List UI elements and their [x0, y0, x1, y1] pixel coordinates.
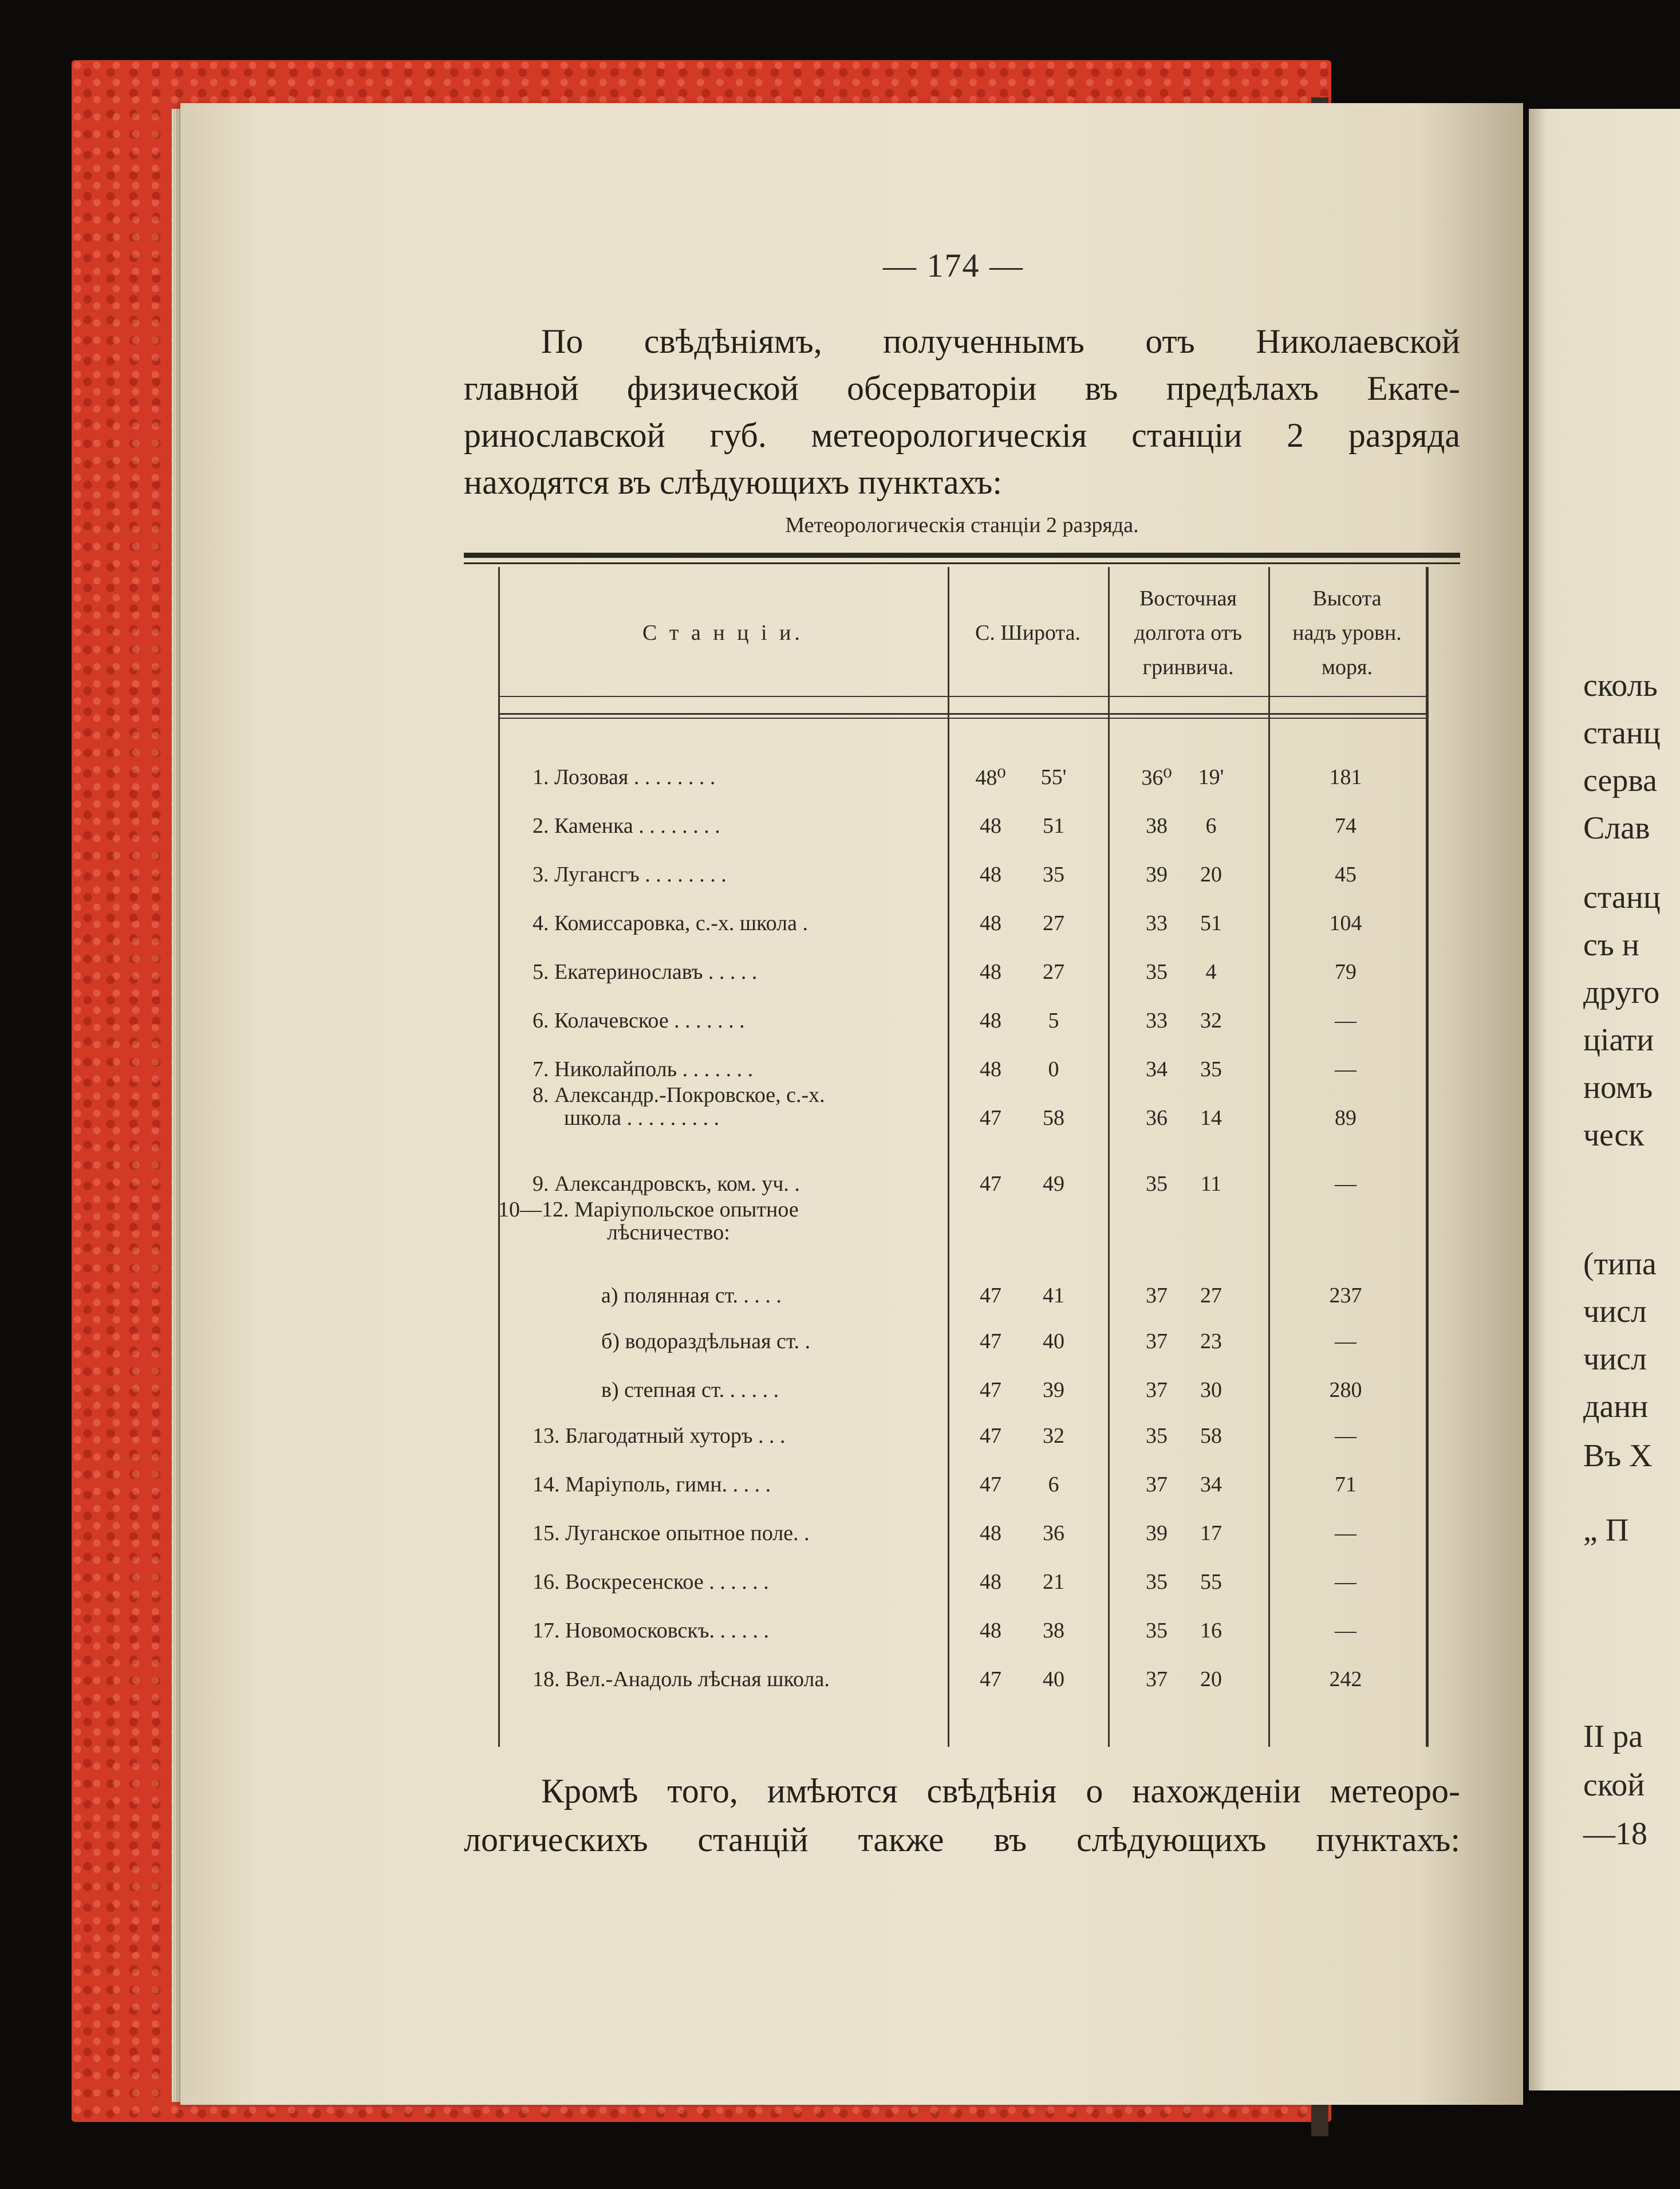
- latitude-minutes: 32: [1043, 1424, 1064, 1448]
- facing-fragment: станц: [1583, 880, 1661, 915]
- facing-page: [1529, 109, 1680, 2090]
- facing-fragment: числ: [1583, 1294, 1647, 1329]
- height-above-sea: 79: [1335, 960, 1356, 984]
- station-name: в) степная ст. . . . . .: [601, 1378, 779, 1402]
- intro-line: ринославской губ. метеорологическія станціи 2 разряда: [464, 416, 1460, 454]
- intro-line: находятся въ слѣдующихъ пунктахъ:: [464, 463, 1003, 501]
- longitude-degrees: 35: [1146, 1619, 1168, 1643]
- latitude-degrees: 47: [980, 1378, 1001, 1402]
- longitude-minutes: 17: [1200, 1521, 1222, 1545]
- latitude-minutes: 35: [1043, 863, 1064, 887]
- longitude-degrees: 37: [1146, 1329, 1168, 1353]
- latitude-minutes: 36: [1043, 1521, 1064, 1545]
- intro-paragraph: [464, 318, 1460, 506]
- header-longitude-2: долгота отъ: [1134, 621, 1243, 645]
- height-above-sea: —: [1335, 1329, 1356, 1353]
- longitude-degrees: 35: [1146, 1172, 1168, 1196]
- latitude-minutes: 40: [1043, 1667, 1064, 1691]
- station-name: 3. Лугансгъ . . . . . . . .: [533, 863, 727, 887]
- facing-fragment: Въ Х: [1583, 1438, 1653, 1474]
- facing-fragment: серва: [1583, 763, 1657, 798]
- longitude-degrees: 39: [1146, 1521, 1168, 1545]
- height-above-sea: 71: [1335, 1473, 1356, 1497]
- station-name: 9. Александровскъ, ком. уч. .: [533, 1172, 800, 1196]
- latitude-degrees: 48: [980, 1009, 1001, 1033]
- longitude-minutes: 27: [1200, 1284, 1222, 1308]
- longitude-minutes: 23: [1200, 1329, 1222, 1353]
- table-row: [464, 1618, 1460, 1664]
- longitude-minutes: 51: [1200, 911, 1222, 935]
- station-name-cont: школа . . . . . . . . .: [564, 1106, 720, 1130]
- latitude-degrees: 48: [980, 1521, 1001, 1545]
- height-above-sea: —: [1335, 1424, 1356, 1448]
- latitude-degrees: 47: [980, 1424, 1001, 1448]
- footer-paragraph: [464, 1767, 1460, 1864]
- longitude-degrees: 35: [1146, 960, 1168, 984]
- intro-line: По свѣдѣніямъ, полученнымъ отъ Николаевской: [541, 322, 1460, 360]
- longitude-degrees: 36: [1146, 1106, 1168, 1130]
- height-above-sea: —: [1335, 1619, 1356, 1643]
- facing-fragment: ціати: [1583, 1022, 1654, 1058]
- table-caption: Метеорологическія станціи 2 разряда.: [785, 513, 1139, 537]
- table-row: [464, 911, 1460, 956]
- height-above-sea: 89: [1335, 1106, 1356, 1130]
- longitude-minutes: 32: [1200, 1009, 1222, 1033]
- header-latitude: С. Широта.: [975, 621, 1080, 645]
- latitude-minutes: 0: [1048, 1057, 1059, 1081]
- height-above-sea: 237: [1329, 1284, 1362, 1308]
- height-above-sea: 74: [1335, 814, 1356, 838]
- longitude-minutes: 20: [1200, 863, 1222, 887]
- latitude-minutes: 55': [1040, 765, 1067, 789]
- height-above-sea: 242: [1329, 1667, 1362, 1691]
- table-row: [464, 1083, 1460, 1151]
- height-above-sea: —: [1335, 1521, 1356, 1545]
- station-name: 4. Комиссаровка, с.-х. школа .: [533, 911, 809, 935]
- table-row: [464, 1423, 1460, 1469]
- longitude-degrees: 37: [1146, 1284, 1168, 1308]
- station-name: 6. Колачевское . . . . . . .: [533, 1009, 745, 1033]
- longitude-minutes: 11: [1200, 1172, 1222, 1196]
- page-number: — 174 —: [883, 247, 1024, 284]
- table-row: [464, 1569, 1460, 1615]
- table-row: [464, 1472, 1460, 1518]
- header-height-3: моря.: [1321, 655, 1373, 679]
- facing-fragment: ческ: [1583, 1117, 1644, 1153]
- latitude-minutes: 40: [1043, 1329, 1064, 1353]
- facing-fragment: „ П: [1583, 1513, 1629, 1548]
- latitude-degrees: 47: [980, 1329, 1001, 1353]
- stations-table: [464, 558, 1460, 1750]
- footer-line: Кромѣ того, имѣются свѣдѣнія о нахожденіи метеоро-: [541, 1772, 1460, 1810]
- latitude-degrees: 48⁰: [975, 766, 1006, 790]
- table-row: [464, 1008, 1460, 1054]
- facing-fragment: сколь: [1583, 668, 1658, 703]
- longitude-minutes: 4: [1205, 960, 1217, 984]
- station-name: 17. Новомосковскъ. . . . . .: [533, 1619, 769, 1643]
- height-above-sea: 280: [1329, 1378, 1362, 1402]
- longitude-minutes: 20: [1200, 1667, 1222, 1691]
- station-name-cont: лѣсничество:: [607, 1221, 730, 1245]
- longitude-degrees: 33: [1146, 1009, 1168, 1033]
- facing-fragment: ской: [1583, 1767, 1645, 1803]
- latitude-minutes: 39: [1043, 1378, 1064, 1402]
- latitude-minutes: 58: [1043, 1106, 1064, 1130]
- latitude-degrees: 47: [980, 1172, 1001, 1196]
- header-bottom-rule: [498, 713, 1426, 715]
- station-name: 15. Луганское опытное поле. .: [533, 1521, 810, 1545]
- latitude-degrees: 48: [980, 1057, 1001, 1081]
- latitude-minutes: 49: [1043, 1172, 1064, 1196]
- height-above-sea: 104: [1329, 911, 1362, 935]
- latitude-minutes: 27: [1043, 911, 1064, 935]
- latitude-degrees: 48: [980, 911, 1001, 935]
- longitude-degrees: 37: [1146, 1667, 1168, 1691]
- longitude-degrees: 37: [1146, 1378, 1168, 1402]
- longitude-degrees: 37: [1146, 1473, 1168, 1497]
- table-row: [464, 862, 1460, 908]
- station-name: 13. Благодатный хуторъ . . .: [533, 1424, 786, 1448]
- longitude-minutes: 34: [1200, 1473, 1222, 1497]
- longitude-degrees: 34: [1146, 1057, 1168, 1081]
- latitude-degrees: 48: [980, 863, 1001, 887]
- header-rule: [1108, 696, 1426, 697]
- footer-line: логическихъ станцій также въ слѣдующихъ пунктахъ:: [464, 1821, 1460, 1859]
- latitude-minutes: 21: [1043, 1570, 1064, 1594]
- station-name: 1. Лозовая . . . . . . . .: [533, 765, 716, 789]
- station-name: 2. Каменка . . . . . . . .: [533, 814, 720, 838]
- facing-fragment: Слав: [1583, 810, 1650, 846]
- latitude-minutes: 38: [1043, 1619, 1064, 1643]
- station-name: б) водораздѣльная ст. .: [601, 1329, 811, 1353]
- latitude-minutes: 6: [1048, 1473, 1059, 1497]
- facing-fragment: II ра: [1583, 1719, 1643, 1754]
- height-above-sea: —: [1335, 1009, 1356, 1033]
- longitude-degrees: 35: [1146, 1570, 1168, 1594]
- table-row: [464, 765, 1460, 810]
- facing-fragment: —18: [1583, 1816, 1647, 1852]
- longitude-minutes: 16: [1200, 1619, 1222, 1643]
- table-top-rule: [464, 553, 1460, 558]
- table-row: [464, 1377, 1460, 1423]
- longitude-degrees: 39: [1146, 863, 1168, 887]
- facing-fragment: друго: [1583, 975, 1660, 1010]
- longitude-minutes: 30: [1200, 1378, 1222, 1402]
- height-above-sea: 45: [1335, 863, 1356, 887]
- latitude-minutes: 51: [1043, 814, 1064, 838]
- latitude-degrees: 47: [980, 1106, 1001, 1130]
- table-row: [464, 1521, 1460, 1566]
- height-above-sea: —: [1335, 1057, 1356, 1081]
- station-name: 16. Воскресенское . . . . . .: [533, 1570, 769, 1594]
- station-name: 5. Екатеринославъ . . . . .: [533, 960, 758, 984]
- longitude-minutes: 6: [1205, 814, 1217, 838]
- station-name: 18. Вел.-Анадоль лѣсная школа.: [533, 1667, 830, 1691]
- header-bottom-rule-2: [498, 718, 1426, 719]
- latitude-minutes: 5: [1048, 1009, 1059, 1033]
- longitude-minutes: 35: [1200, 1057, 1222, 1081]
- height-above-sea: —: [1335, 1570, 1356, 1594]
- latitude-degrees: 47: [980, 1284, 1001, 1308]
- longitude-degrees: 33: [1146, 911, 1168, 935]
- latitude-degrees: 48: [980, 960, 1001, 984]
- intro-line: главной физической обсерваторіи въ предѣлахъ Екате-: [464, 369, 1460, 407]
- latitude-degrees: 48: [980, 814, 1001, 838]
- longitude-degrees: 38: [1146, 814, 1168, 838]
- height-above-sea: —: [1335, 1172, 1356, 1196]
- latitude-degrees: 48: [980, 1619, 1001, 1643]
- table-row: [464, 1198, 1460, 1266]
- longitude-minutes: 55: [1200, 1570, 1222, 1594]
- longitude-minutes: 19': [1198, 765, 1224, 789]
- longitude-degrees: 36⁰: [1141, 766, 1172, 790]
- station-name: а) полянная ст. . . . .: [601, 1284, 782, 1308]
- table-row: [464, 813, 1460, 859]
- table-row: [464, 1667, 1460, 1712]
- table-row: [464, 1283, 1460, 1329]
- header-height-2: надъ уровн.: [1292, 621, 1402, 645]
- longitude-minutes: 14: [1200, 1106, 1222, 1130]
- latitude-minutes: 41: [1043, 1284, 1064, 1308]
- station-name: 8. Александр.-Покровское, с.-х.: [533, 1083, 825, 1107]
- longitude-degrees: 35: [1146, 1424, 1168, 1448]
- facing-fragment: числ: [1583, 1341, 1647, 1377]
- latitude-degrees: 48: [980, 1570, 1001, 1594]
- header-longitude-3: гринвича.: [1142, 655, 1234, 679]
- facing-fragment: (типа: [1583, 1246, 1657, 1282]
- table-row: [464, 1329, 1460, 1375]
- table-row: [464, 959, 1460, 1005]
- facing-fragment: съ н: [1583, 927, 1639, 963]
- header-longitude-1: Восточная: [1139, 586, 1237, 611]
- header-height-1: Высота: [1312, 586, 1382, 611]
- station-name: 10—12. Маріупольское опытное: [498, 1198, 799, 1222]
- header-stations: С т а н ц і и.: [642, 621, 803, 645]
- facing-fragment: номъ: [1583, 1070, 1653, 1105]
- longitude-minutes: 58: [1200, 1424, 1222, 1448]
- height-above-sea: 181: [1329, 765, 1362, 789]
- facing-fragment: станц: [1583, 715, 1661, 751]
- latitude-minutes: 27: [1043, 960, 1064, 984]
- latitude-degrees: 47: [980, 1667, 1001, 1691]
- station-name: 7. Николайполь . . . . . . .: [533, 1057, 754, 1081]
- station-name: 14. Маріуполь, гимн. . . . .: [533, 1473, 771, 1497]
- facing-fragment: данн: [1583, 1389, 1649, 1424]
- latitude-degrees: 47: [980, 1473, 1001, 1497]
